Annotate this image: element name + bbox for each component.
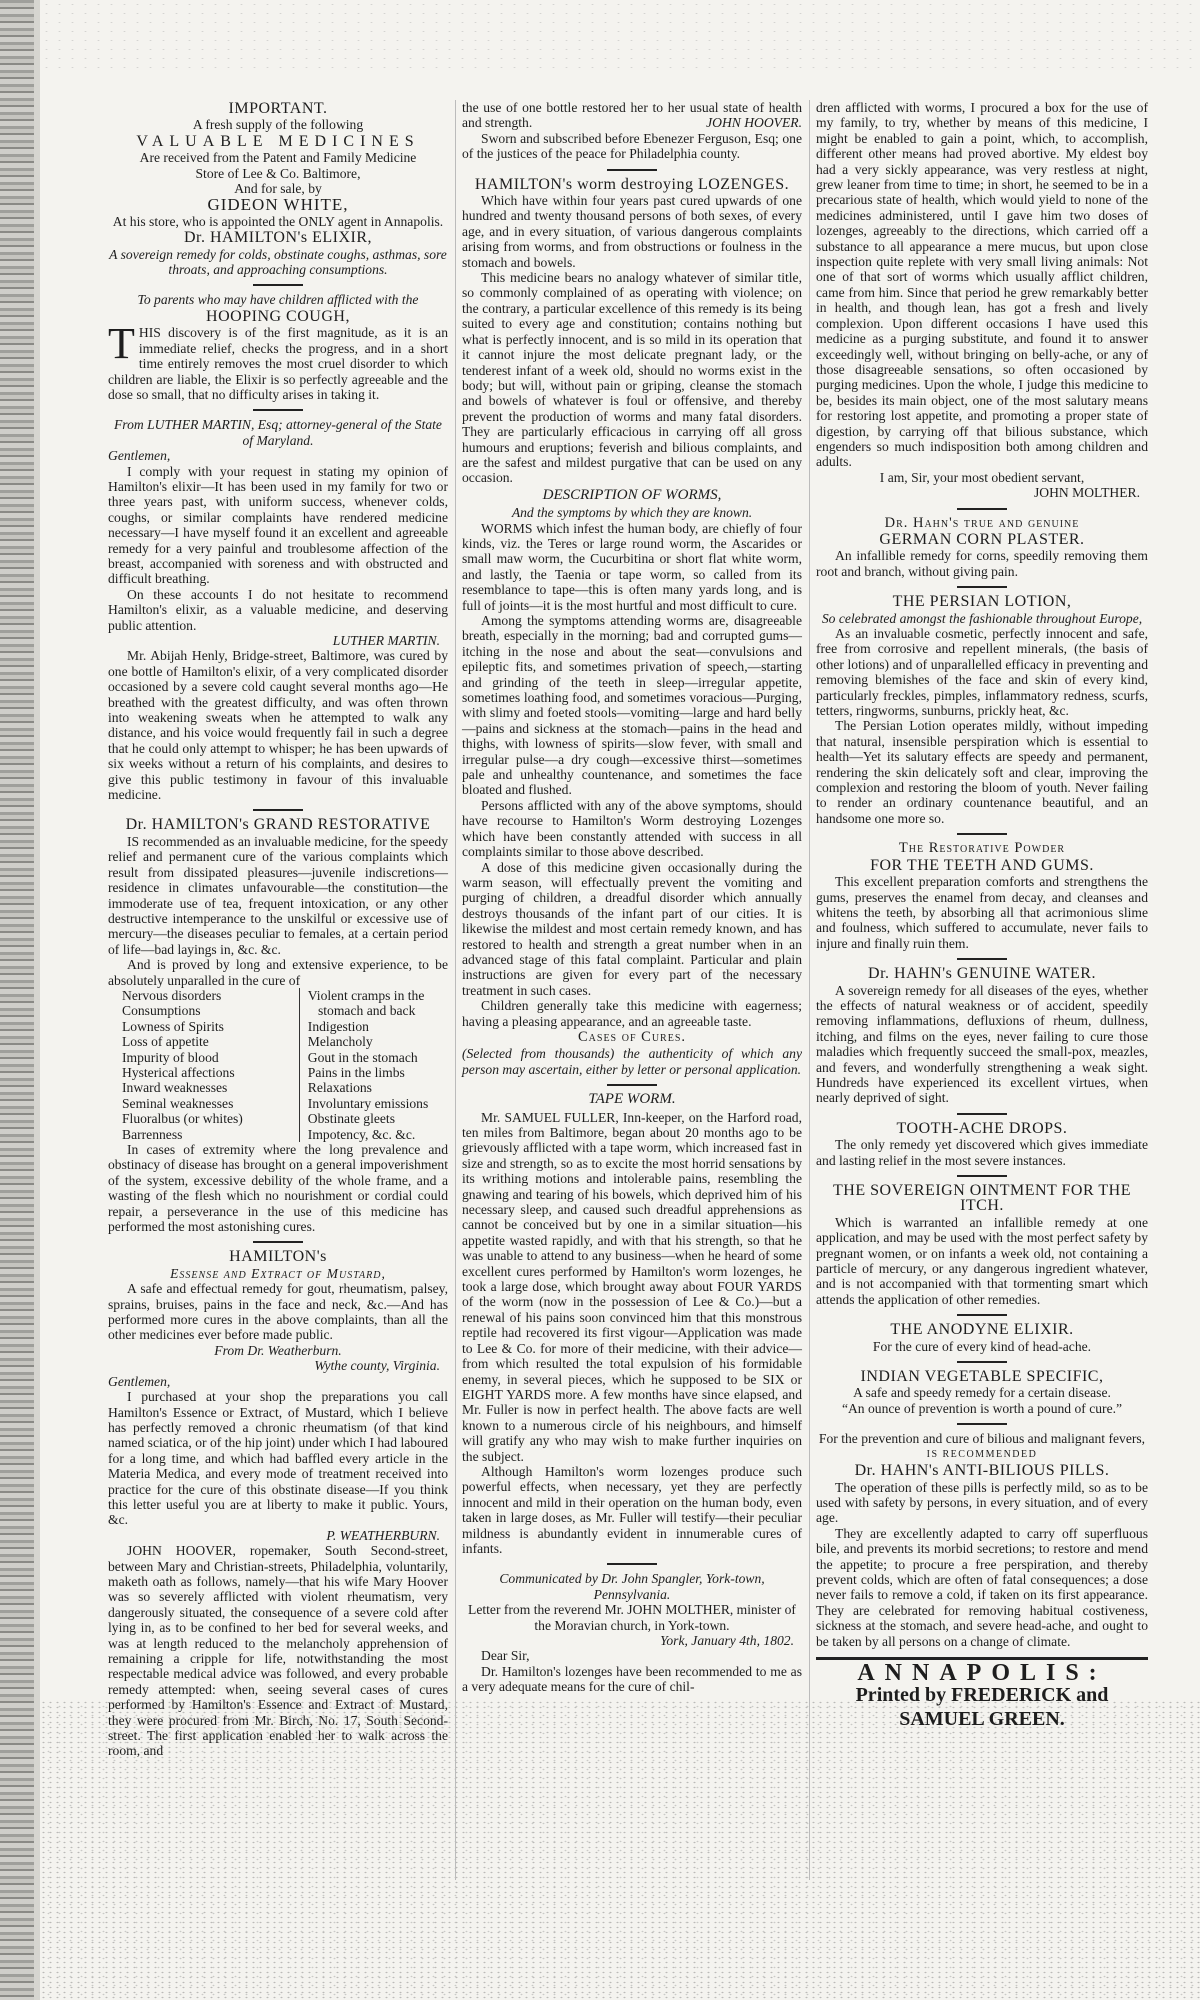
ailment-list-left [108,988,300,1142]
paragraph: A safe and effectual remedy for gout, rheumatism, palsey, sprains, bruises, pains in the face and neck, &c.—And has performed more cures in the above complaints, than all the other medicines ever before made public. [108,1281,448,1343]
divider-rule [957,1423,1007,1425]
section-heading: FOR THE TEETH AND GUMS. [870,856,1094,874]
italic-paragraph: Gentlemen, [108,1373,171,1389]
paragraph [462,100,802,131]
imprint-printer: Printed by FREDERICK and SAMUEL GREEN. [855,1684,1109,1731]
section-heading: THE ANODYNE ELIXIR. [890,1321,1074,1339]
centered-line: At his store, who is appointed the ONLY agent in Annapolis. [112,213,444,229]
section-heading: Dr. HAHN's GENUINE WATER. [868,965,1096,983]
divider-rule [957,1361,1007,1363]
section-heading: HAMILTON's [229,1248,327,1266]
divider-rule [957,1314,1007,1316]
ailment-item: Lowness of Spirits [122,1018,224,1034]
column-rule [809,100,810,1880]
ailment-item: Seminal weaknesses [122,1095,234,1111]
italic-line: A sovereign remedy for colds, obstinate coughs, asthmas, sore throats, and approaching consumptions. [109,246,447,278]
paragraph-text: HIS discovery is of the first magnitude, as it is an immediate relief, checks the progress, and in a short time entirely removes the most cruel disorder to which children are liable, the Elixir is so perfectly agreeable and the dose so small, that no difficulty arises in taking it. [108,325,448,402]
paragraph: Mr. Abijah Henly, Bridge-street, Baltimore, was cured by one bottle of Hamilton's elixir, of a very complicated disorder occasioned by a severe cold caught several months ago—He breathed with the greatest difficulty, and was often thrown into weakening sweats when he attempted to walk any distance, and his voice would frequently fail in such a degree that he could only attempt to whisper; he has been upwards of six weeks without a return of his complaints, and desires to give this public testimony in favour of this invaluable medicine. [108,648,448,803]
paragraph-text: dren afflicted with worms, I procured a box for the use of my family, to try, whether by means of this medicine, I might be enabled to gain a point, which, to accomplish, different other means had proved abortive. My eldest boy had a very sickly appearance, was very restless at night, grew leaner from time to time; in short, he seemed to be in a precarious state of health, which would yield to none of the medicines administered, until I gave him two doses of lozenges, agreeably to the directions, which carried off a substance to all appearance a mere mucus, but upon close inspection quite replete with very small living animals: Not one of that sort of worms which usually afflict children, came from him. Since that period he grew remarkably better in health, and though lean, has got a fresh and lively complexion. Upon different occasions I have used this medicine as a purging substitute, and found it to answer exceedingly well, without bringing on belly-ache, or any of those disagreeable sensations, so often occasioned by purging medicines. Upon the whole, I judge this medicine to be, besides its main object, one of the most salutary means for restoring lost appetite, and promoting a proper state of digestion, by carrying off that bilious substance, which engenders so much indisposition both among children and adults. [816,100,1148,470]
ailment-item: Melancholy [307,1034,373,1050]
section-heading: GERMAN CORN PLASTER. [879,530,1085,548]
divider-rule [957,508,1007,510]
drop-cap: T [108,319,135,369]
paragraph: Which have within four years past cured upwards of one hundred and twenty thousand persons of both sexes, of every age, and in every situation, of various dangerous complaints arising from worms, and from obstructions or foulness in the stomach and bowels. [462,193,802,270]
divider-rule [607,1084,657,1086]
paragraph: I comply with your request in stating my opinion of Hamilton's elixir—It has been used in my family for two or three years past, with uniform success, whenever colds, coughs, or similar complaints have rendered medicine necessary—I have myself found it an excellent and agreeable remedy for a very painful and troublesome affection of the breast, accompanied with soreness and with obstructed and difficult breathing. [108,463,448,587]
paragraph [816,100,1148,470]
section-heading: THE PERSIAN LOTION, [892,593,1072,611]
small-caps-line: IS RECOMMENDED [926,1448,1038,1460]
dropcap-paragraph [108,319,448,402]
divider-rule [253,409,303,411]
headline: VALUABLE MEDICINES [136,132,420,150]
italic-line: And the symptoms by which they are known. [511,505,753,521]
centered-line: Are received from the Patent and Family Medicine [139,150,417,166]
signature: York, January 4th, 1802. [660,1633,794,1648]
smallcaps-heading: Dr. Hahn's true and genuine [884,514,1080,531]
paragraph: Sworn and subscribed before Ebenezer Ferguson, Esq; one of the justices of the peace for Philadelphia county. [462,130,802,162]
centered-line: “An ounce of prevention is worth a pound of cure.” [841,1400,1123,1416]
ailment-item: Obstinate gleets [307,1111,396,1127]
section-heading: THE SOVEREIGN OINTMENT FOR THE ITCH. [833,1182,1131,1215]
section-heading: HOOPING COUGH, [206,307,350,325]
paragraph: JOHN HOOVER, ropemaker, South Second-street, between Mary and Christian-streets, Philadelphia, voluntarily, maketh oath as follows, namely—that his wife Mary Hoover was so severely afflicted with violent rheumatism, very dangerously situated, the consequence of a severe cold after lying in, as to be confined to her bed for several weeks, and was at length reduced to the melancholy apprehension of remaining a cripple for life, notwithstanding the most respectable medical advice was followed, and every probable remedy attempted: when, seeing several cases of cures performed by Hamilton's Essence and Extract of Mustard, they were procured from Mr. Birch, No. 17, South Second-street. The first application enabled her to walk across the room, and [108,1543,448,1759]
paragraph: Although Hamilton's worm lozenges produce such powerful effects, when necessary, yet they are perfectly innocent and mild in their operation on the human body, even taken in large doses, as Mr. Fuller will testify—their peculiar mildness is abundantly evident in innumerable cures of infants. [462,1463,802,1556]
ailment-list-right [300,988,428,1142]
paragraph: Dr. Hamilton's lozenges have been recommended to me as a very adequate means for the cure of chil- [462,1663,802,1695]
ailment-item: Impotency, &c. &c. [307,1126,416,1142]
column-2 [462,100,802,1695]
ailment-item: Inward weaknesses [122,1080,228,1096]
italic-line: From LUTHER MARTIN, Esq; attorney-general of the State of Maryland. [114,417,442,448]
divider-rule [253,809,303,811]
divider-rule [607,1563,657,1565]
ailment-item: Involuntary emissions [307,1095,429,1111]
italic-heading: DESCRIPTION OF WORMS, [542,486,722,503]
ailment-item: Indigestion [307,1018,369,1034]
divider-rule [957,1113,1007,1115]
divider-rule [957,1175,1007,1177]
signature: JOHN MOLTHER. [1034,485,1140,501]
italic-line: To parents who may have children afflicted with the [137,292,419,308]
paragraph: I purchased at your shop the preparations you call Hamilton's Essence or Extract, of Mustard, which I believe has perfectly removed a chronic rheumatism (of that kind named sciatica, or of the hip joint) under which I had laboured for a long time, and which had baffled every article in the Materia Medica, and every mode of treatment received into practice for the cure of this obstinate disease—If you think this letter useful you are at liberty to make it public. Yours, &c. [108,1389,448,1528]
section-heading: Dr. HAMILTON's GRAND RESTORATIVE [125,816,431,834]
divider-rule [253,1241,303,1243]
centered-line: And for sale, by [234,181,322,197]
paragraph: IS recommended as an invaluable medicine, for the speedy relief and permanent cure of the various complaints which result from dissipated pleasures—juvenile indiscretions—residence in climates unfavourable—the constitution—the immoderate use of tea, frequent intoxication, or any other destructive intemperance to the unskilful or excessive use of mercury—the diseases peculiar to females, at a certain period of life—bad layings in, &c. &c. [108,833,448,957]
column-1 [108,100,448,1759]
paragraph: An infallible remedy for corns, speedily removing them root and branch, without giving pain. [816,548,1148,579]
italic-line: From Dr. Weatherburn. [214,1342,342,1358]
paragraph: And is proved by long and extensive experience, to be absolutely unparalled in the cure of [108,957,448,988]
scan-noise-top [40,0,1200,70]
divider-rule [957,586,1007,588]
ailment-item: Loss of appetite [122,1034,209,1050]
divider-rule [607,169,657,171]
section-heading: HAMILTON's worm destroying LOZENGES. [474,175,790,193]
signature: LUTHER MARTIN. [332,633,440,648]
paragraph: On these accounts I do not hesitate to recommend Hamilton's elixir, as a valuable medicine, and deserving public attention. [108,586,448,633]
paragraph: A sovereign remedy for all diseases of the eyes, whether the effects of natural weakness or of accident, speedily removing inflammations, defluxions of rheum, dullness, itching, and films on the eyes, never failing to cure those maladies which frequently succeed the small-pox, meazles, and fevers, and wonderfully strengthening a weak sight. Hundreds have experienced its excellent virtues, when nearly deprived of sight. [816,982,1148,1106]
ailment-item: Relaxations [307,1080,372,1096]
smallcaps-heading: The Restorative Powder [898,840,1066,857]
section-heading: INDIAN VEGETABLE SPECIFIC, [860,1368,1104,1386]
divider-rule [253,284,303,286]
paragraph: This medicine bears no analogy whatever of similar title, so commonly complained of as operating with violence; on the contrary, a particular excellence of this remedy is its being suited to every age and constitution; contains nothing but what is perfectly innocent, and is so mild in its operation that it cannot injure the most delicate pregnant lady, or the tenderest infant of a week old, should no worms exist in the body; but will, without pain or griping, cleanse the stomach and bowels of whatever is foul or offensive, and thereby prevent the production of worms and many fatal disorders. They are particularly efficacious in carrying off all gross humours and eruptions; feverish and bilious complaints, and are the safest and mildest purgative that can be used on any occasion. [462,270,802,486]
centered-line: For the cure of every kind of head-ache. [872,1338,1092,1354]
section-heading: Dr. HAHN's ANTI-BILIOUS PILLS. [854,1462,1110,1480]
column-rule [455,100,456,1880]
paragraph: Children generally take this medicine with eagerness; having a pleasing appearance, and an agreeable taste. [462,998,802,1029]
scan-edge [0,0,34,2000]
paragraph: The operation of these pills is perfectly mild, so as to be used with safety by persons, in every situation, and of every age. [816,1479,1148,1526]
ailment-list [108,988,448,1142]
ailment-item: Impurity of blood [122,1049,219,1065]
ailment-item: Hysterical affections [122,1064,235,1080]
ailment-item: Fluoralbus (or whites) [122,1111,243,1127]
centered-line: Store of Lee & Co. Baltimore, [195,165,361,181]
section-heading: IMPORTANT. [228,100,328,117]
italic-line: Communicated by Dr. John Spangler, York-town, Pennsylvania. [499,1571,765,1602]
paragraph: They are excellently adapted to carry off superfluous bile, and prevents its morbid secretions; to restore and mend the appetite; to procure a free perspiration, and thereby prevent colds, which are often of fatal consequences; a dose never fails to remove a cold, if taken on its first appearance. They are celebrated for removing habitual costiveness, sickness at the stomach, and severe head-ache, and ought to be taken by all persons on a change of climate. [816,1525,1148,1649]
centered-line: A safe and speedy remedy for a certain disease. [853,1385,1111,1401]
paragraph: Which is warranted an infallible remedy at one application, and may be used with the most perfect safety by pregnant women, or on infants a week old, not containing a particle of mercury, or any dangerous ingredient whatever, and is not accompanied with that tormenting smart which attends the application of other remedies. [816,1214,1148,1307]
centered-line: Letter from the reverend Mr. JOHN MOLTHER, minister of the Moravian church, in York-town. [468,1602,796,1633]
paragraph: The only remedy yet discovered which gives immediate and lasting relief in the most severe instances. [816,1137,1148,1168]
paragraph: This excellent preparation comforts and strengthens the gums, preserves the enamel from decay, and cleanses and whitens the teeth, by absorbing all that acrimonious slime and foulness, which suffered to accumulate, never fails to injure and finally ruin them. [816,874,1148,951]
centered-line: I am, Sir, your most obedient servant, [879,469,1085,485]
paragraph: Mr. SAMUEL FULLER, Inn-keeper, on the Harford road, ten miles from Baltimore, began about 20 months ago to be grievously afflicted with a tape worm, which increased fast in size and strength, so as to excite the most horrid sensations by its writhing motions and intolerable pains, resembling the gnawing and tearing of his bowels, which deprived him of his necessary sleep, and caused such dreadful apprehensions as cannot be conceived but by one in a similar situation—his appetite wasted rapidly, and with that his strength, so that he was unable to attend to any business—when he heard of some excellent cures performed by Hamilton's worm lozenges, he took a large dose, which brought away about FOUR YARDS of the worm (now in the possession of Lee & Co.)—but a renewal of his pains soon convinced him that this monstrous reptile had recovered its first vigour—Application was made to Lee & Co. for more of their medicine, with their advice—from which resulted the total expulsion of his formidable enemy, in several pieces, which he supposed to be SIX or EIGHT YARDS more. A few months have since elapsed, and Mr. Fuller is now in perfect health. The above facts are well known to a numerous circle of his neighbours, and himself will gratify any who may wish to make further inquiries on the subject. [462,1109,802,1464]
paragraph: In cases of extremity where the long prevalence and obstinacy of disease has brought on a general impoverishment of the system, excessive debility of the whole frame, and a wasting of the flesh which no nourishment or cordial could repair, a perseverance in the use of this medicine has performed the most astonishing cures. [108,1142,448,1235]
italic-line: So celebrated amongst the fashionable throughout Europe, [821,610,1143,626]
paragraph: Dear Sir, [481,1648,530,1664]
paragraph-text: the use of one bottle restored her to her usual state of health and strength. [462,100,802,131]
subtitle: Essense and Extract of Mustard, [170,1265,386,1281]
paragraph: The Persian Lotion operates mildly, without impeding that natural, insensible perspiration which is essential to health—Yet its salutary effects are speedy and permanent, rendering the skin delicately soft and clear, improving the complexion and restoring the bloom of youth. Never failing to render an ordinary countenance beautiful, and an handsome one more so. [816,718,1148,826]
italic-paragraph: Gentlemen, [108,448,171,464]
smallcaps-heading: Cases of Cures. [577,1028,686,1045]
section-heading: Dr. HAMILTON's ELIXIR, [183,229,373,247]
centered-line: A fresh supply of the following [192,117,364,133]
signature: JOHN HOOVER. [706,115,802,131]
merchant-name: GIDEON WHITE, [207,195,349,215]
imprint-place: ANNAPOLIS: [857,1659,1107,1686]
divider-rule [957,833,1007,835]
centered-line: For the prevention and cure of bilious and malignant fevers, [818,1431,1146,1447]
ailment-item: Pains in the limbs [307,1064,405,1080]
signature: Wythe county, Virginia. [314,1358,440,1374]
ailment-item: Gout in the stomach [307,1049,418,1065]
ailment-item: Barrenness [122,1126,183,1142]
ailment-item: Nervous disorders [122,987,222,1003]
italic-heading: TAPE WORM. [588,1091,676,1108]
italic-paragraph: (Selected from thousands) the authenticity of which any person may ascertain, either by letter or personal application. [462,1046,802,1077]
signature: P. WEATHERBURN. [326,1527,440,1543]
paragraph: As an invaluable cosmetic, perfectly innocent and safe, free from corrosive and repellent minerals, (the basis of other lotions) and of unparallelled efficacy in preventing and removing blemishes of the face and skin of every kind, particularly freckles, pimples, inflammatory redness, scurfs, tetters, ringworms, sunburns, prickly heat, &c. [816,626,1148,719]
paragraph: Among the symptoms attending worms are, disagreeable breath, especially in the morning; bad and corrupted gums—itching in the nose and about the seat—convulsions and epileptic fits, and sometimes privation of speech,—starting and grinding of the teeth in sleep—irregular appetite, sometimes loathing food, and sometimes voracious—Purging, with slimy and foeted stools—vomiting—large and hard belly—pains and sickness at the stomach—pains in the head and thighs, with lowness of spirits—slow fever, with small and irregular pulse—a dry cough—excessive thirst—sometimes pale and unhealthy countenance, and sometimes the face bloated and flushed. [462,613,802,798]
ailment-item: Violent cramps in the [307,987,425,1003]
ailment-item: stomach and back [307,1003,416,1019]
paragraph: WORMS which infest the human body, are chiefly of four kinds, viz. the Teres or large round worm, the Ascarides or small maw worm, the Cucurbitina or short flat white worm, and lastly, the Taenia or tape worm, so called from its resemblance to tape—this is often many yards long, and is full of joints—it is the most hurtful and most difficult to cure. [462,520,802,613]
divider-rule [957,958,1007,960]
paragraph: Persons afflicted with any of the above symptoms, should have recourse to Hamilton's Worm destroying Lozenges which have been constantly attended with success in all complaints similar to those above described. [462,797,802,860]
section-heading: TOOTH-ACHE DROPS. [896,1119,1068,1137]
column-3 [816,100,1148,1731]
ailment-item: Consumptions [122,1003,201,1019]
paragraph: A dose of this medicine given occasionally during the warm season, will effectually prevent the vomiting and purging of children, a dreadful disorder which annually destroys thousands of the infant part of our cities. It is likewise the mildest and most certain remedy known, and has restored to health and strength a great number when in an advanced stage of this fatal complaint. Particular and plain instructions are given for every part of the necessary treatment in such cases. [462,859,802,998]
